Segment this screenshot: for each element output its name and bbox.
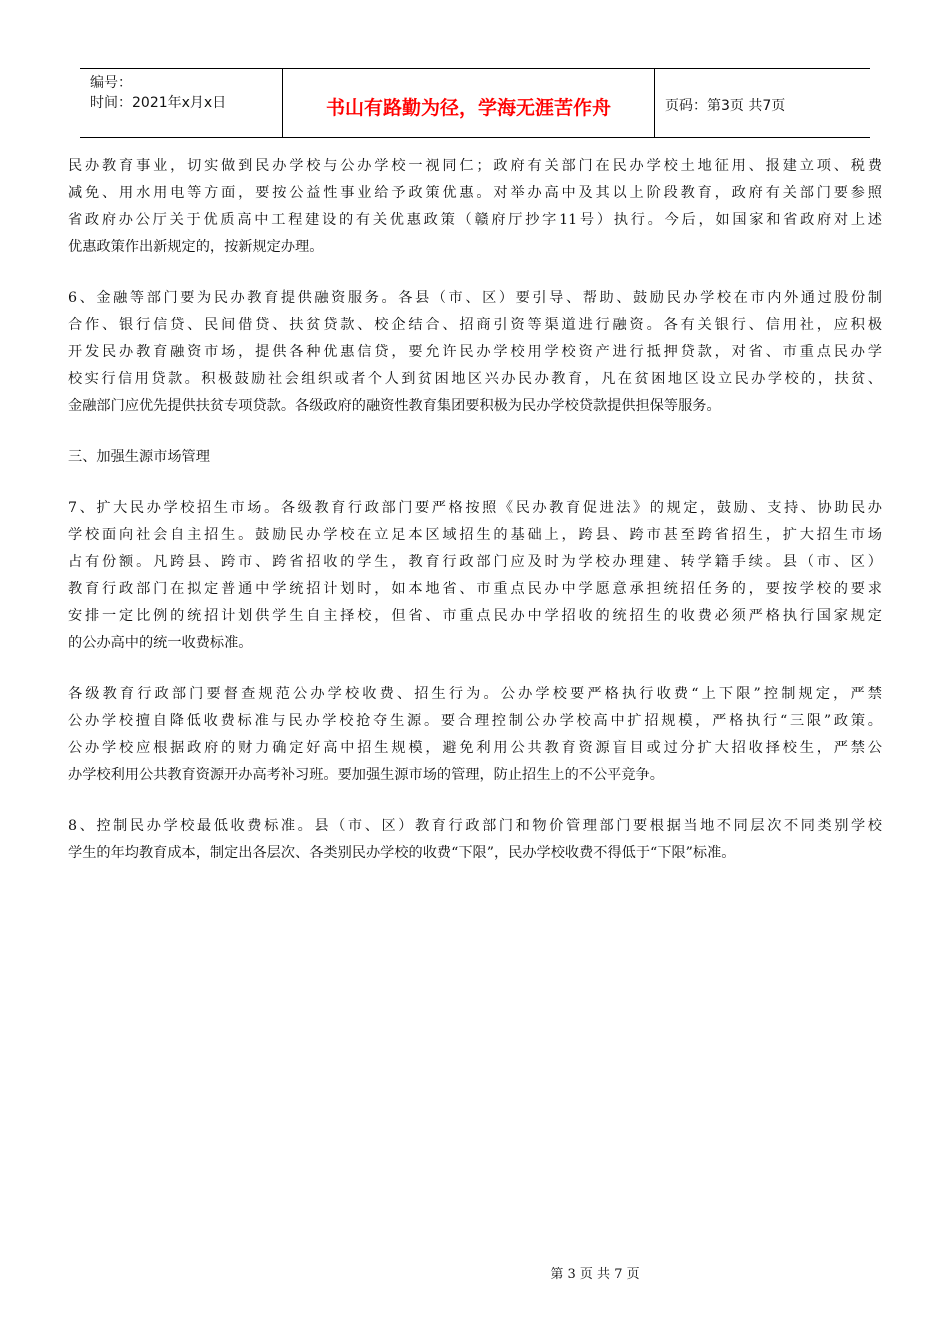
- paragraph-gap: [68, 789, 882, 813]
- text-line: 学生的年均教育成本，制定出各层次、各类别民办学校的收费“下限”，民办学校收费不得低于“下限”标准。: [68, 845, 736, 861]
- paragraph: [68, 285, 882, 420]
- paragraph: [68, 444, 882, 471]
- header-page-number: 页码：第3页 共7页: [665, 98, 786, 114]
- paragraph-gap: [68, 471, 882, 495]
- text-line: 校实行信用贷款。积极鼓励社会组织或者个人到贫困地区兴办民办教育，凡在贫困地区设立民办学校的，扶贫、: [68, 371, 882, 387]
- text-line: 学校面向社会自主招生。鼓励民办学校在立足本区域招生的基础上，跨县、跨市甚至跨省招生，扩大招生市场: [68, 527, 882, 543]
- paragraph-gap: [68, 420, 882, 444]
- paragraph: [68, 813, 882, 867]
- document-number-label: 编号：: [90, 75, 132, 91]
- paragraph: [68, 681, 882, 789]
- text-line: 7、扩大民办学校招生市场。各级教育行政部门要严格按照《民办教育促进法》的规定，鼓励、支持、协助民办: [68, 500, 882, 516]
- text-line: 办学校利用公共教育资源开办高考补习班。要加强生源市场的管理，防止招生上的不公平竞争。: [68, 767, 664, 783]
- document-body: [68, 153, 882, 867]
- text-line: 三、加强生源市场管理: [68, 449, 210, 465]
- paragraph: [68, 495, 882, 657]
- document-time-label: 时间：2021年x月x日: [90, 95, 227, 111]
- text-line: 省政府办公厅关于优质高中工程建设的有关优惠政策（赣府厅抄字11号）执行。今后，如国家和省政府对上述: [68, 212, 882, 228]
- page-footer: 第 3 页 共 7 页: [550, 1267, 640, 1282]
- text-line: 6、金融等部门要为民办教育提供融资服务。各县（市、区）要引导、帮助、鼓励民办学校在市内外通过股份制: [68, 290, 882, 306]
- page-header: [80, 68, 870, 138]
- text-line: 优惠政策作出新规定的，按新规定办理。: [68, 239, 324, 255]
- text-line: 减免、用水用电等方面，要按公益性事业给予政策优惠。对举办高中及其以上阶段教育，政府有关部门要参照: [68, 185, 882, 201]
- paragraph-gap: [68, 261, 882, 285]
- text-line: 金融部门应优先提供扶贫专项贷款。各级政府的融资性教育集团要积极为民办学校贷款提供担保等服务。: [68, 398, 721, 414]
- text-line: 开发民办教育融资市场，提供各种优惠信贷，要允许民办学校用学校资产进行抵押贷款，对省、市重点民办学: [68, 344, 882, 360]
- paragraph: [68, 153, 882, 261]
- text-line: 各级教育行政部门要督查规范公办学校收费、招生行为。公办学校要严格执行收费“上下限”控制规定，严禁: [68, 686, 882, 702]
- text-line: 合作、银行信贷、民间借贷、扶贫贷款、校企结合、招商引资等渠道进行融资。各有关银行、信用社，应积极: [68, 317, 882, 333]
- text-line: 安排一定比例的统招计划供学生自主择校，但省、市重点民办中学招收的统招生的收费必须严格执行国家规定: [68, 608, 882, 624]
- text-line: 占有份额。凡跨县、跨市、跨省招收的学生，教育行政部门应及时为学校办理建、转学籍手续。县（市、区）: [68, 554, 882, 570]
- text-line: 8、控制民办学校最低收费标准。县（市、区）教育行政部门和物价管理部门要根据当地不同层次不同类别学校: [68, 818, 882, 834]
- header-motto: 书山有路勤为径，学海无涯苦作舟: [283, 69, 655, 137]
- text-line: 的公办高中的统一收费标准。: [68, 635, 253, 651]
- paragraph-gap: [68, 657, 882, 681]
- text-line: 教育行政部门在拟定普通中学统招计划时，如本地省、市重点民办中学愿意承担统招任务的，要按学校的要求: [68, 581, 882, 597]
- text-line: 公办学校应根据政府的财力确定好高中招生规模，避免利用公共教育资源盲目或过分扩大招收择校生，严禁公: [68, 740, 882, 756]
- text-line: 公办学校擅自降低收费标准与民办学校抢夺生源。要合理控制公办学校高中扩招规模，严格执行“三限”政策。: [68, 713, 882, 729]
- text-line: 民办教育事业，切实做到民办学校与公办学校一视同仁；政府有关部门在民办学校土地征用、报建立项、税费: [68, 158, 882, 174]
- header-meta: [80, 69, 283, 137]
